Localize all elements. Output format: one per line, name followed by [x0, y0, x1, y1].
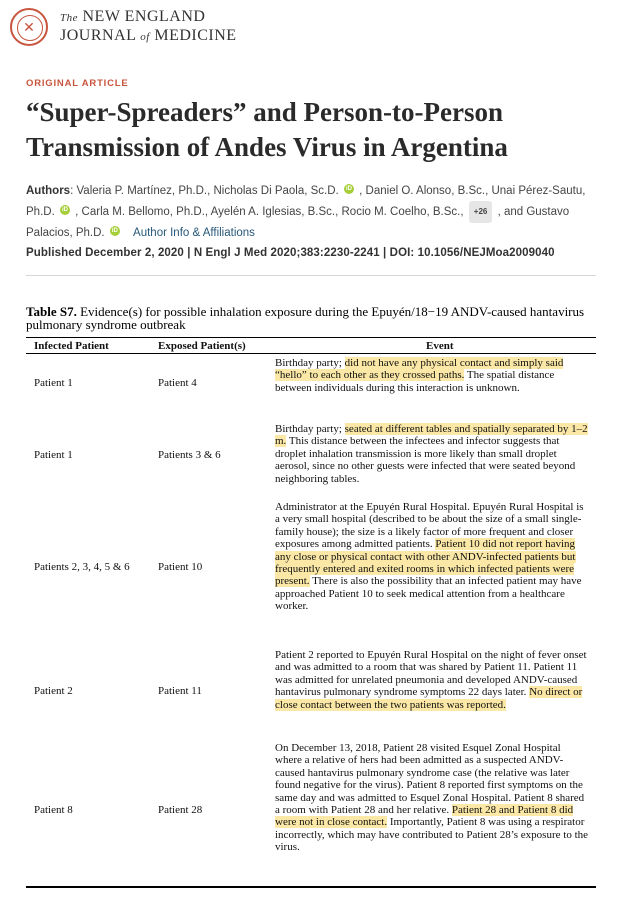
table-header-row — [26, 340, 596, 353]
event-cell — [275, 501, 590, 613]
journal-name-prefix: The — [60, 12, 78, 24]
infected-cell: Patient 8 — [34, 804, 73, 816]
event-text: On December 13, 2018, Patient 28 visited Esquel Zonal Hospital where a relative of hers had been admitted as a suspected ANDV-caused hantavirus pulmonary syndrome case (the relative was later found negative for the virus). Patient 8 reported first symptoms on the same day and was admitted to Esquel Zonal Hospital. Patient 8 shared a room with Patient 28 and her relative. — [275, 742, 585, 817]
exposed-cell: Patient 28 — [158, 804, 203, 816]
table-rule — [26, 353, 596, 354]
nejm-seal-logo — [10, 8, 48, 46]
author-info-affiliations-link[interactable]: Author Info & Affiliations — [133, 227, 255, 239]
highlighted-text: Patient 28 and Patient 8 did were not in close contact. — [275, 804, 574, 829]
infected-cell: Patients 2, 3, 4, 5 & 6 — [34, 561, 130, 573]
journal-name-of: of — [140, 31, 150, 43]
journal-name-line2b: MEDICINE — [154, 27, 237, 44]
journal-name-line1: NEW ENGLAND — [82, 8, 206, 25]
column-header-infected: Infected Patient — [34, 340, 109, 352]
exposed-cell: Patients 3 & 6 — [158, 449, 221, 461]
orcid-icon[interactable]: iD — [111, 228, 118, 234]
more-authors-button[interactable]: +26 — [469, 201, 493, 223]
exposed-cell: Patient 4 — [158, 377, 197, 389]
table-caption — [26, 305, 596, 331]
orcid-icon[interactable]: iD — [61, 207, 68, 213]
journal-name — [60, 8, 237, 46]
authors-text-2: , Daniel O. Alonso, B.Sc., Unai Pérez-Sautu, Ph.D. — [26, 185, 586, 218]
exposed-cell: Patient 11 — [158, 685, 202, 697]
highlighted-text: seated at different tables and spatially separated by 1–2 m. — [275, 423, 588, 448]
event-cell — [275, 649, 590, 711]
infected-cell: Patient 1 — [34, 377, 73, 389]
authors-text-4: , and Gustavo Palacios, Ph.D. — [26, 206, 570, 239]
event-cell — [275, 423, 590, 485]
column-header-exposed: Exposed Patient(s) — [158, 340, 246, 352]
event-text: Birthday party; — [275, 357, 345, 369]
publication-info: Published December 2, 2020 | N Engl J Med 2020;383:2230-2241 | DOI: 10.1056/NEJMoa2009040 — [26, 247, 555, 259]
authors-label: Authors — [26, 185, 71, 197]
table-caption-label: Table S7. — [26, 304, 77, 319]
authors-text-1: : Valeria P. Martínez, Ph.D., Nicholas Di Paola, Sc.D. — [70, 185, 339, 197]
infected-cell: Patient 1 — [34, 449, 73, 461]
authors-list — [26, 181, 601, 243]
exposed-cell: Patient 10 — [158, 561, 203, 573]
authors-text-3: , Carla M. Bellomo, Ph.D., Ayelén A. Iglesias, B.Sc., Rocio M. Coelho, B.Sc., — [75, 206, 464, 218]
orcid-icon[interactable]: iD — [345, 186, 352, 192]
table-caption-text: Evidence(s) for possible inhalation exposure during the Epuyén/18−19 ANDV-caused hantavirus pulmonary syndrome outbreak — [26, 304, 585, 332]
table-rule — [26, 886, 596, 888]
highlighted-text: Patient 10 did not report having any close or physical contact with other ANDV-infected patients but frequently entered and exited rooms in which infected patients were present. — [275, 538, 576, 588]
journal-masthead[interactable] — [10, 8, 237, 46]
event-text: Birthday party; — [275, 423, 345, 435]
article-title: “Super-Spreaders” and Person-to-Person Transmission of Andes Virus in Argentina — [26, 97, 508, 162]
infected-cell: Patient 2 — [34, 685, 73, 697]
table-rule — [26, 337, 596, 338]
highlighted-text: did not have any physical contact and simply said “hello” to each other as they crossed paths. — [275, 357, 564, 382]
article-type-label: ORIGINAL ARTICLE — [26, 78, 129, 89]
journal-name-line2a: JOURNAL — [60, 27, 136, 44]
event-text: There is also the possibility that an infected patient may have approached Patient 10 to seek medical attention from a healthcare worker. — [275, 575, 582, 613]
event-text: Patient 2 reported to Epuyén Rural Hospital on the night of fever onset and was admitted to a room that was shared by Patient 11. Patient 11 was admitted for unrelated pneumonia and developed ANDV-caused hantavirus pulmonary syndrome symptoms 22 days later. — [275, 649, 587, 699]
event-text: This distance between the infectees and infector suggests that droplet inhalation transmission is more likely than small droplet aerosol, since no other guests were infected that were seated beyond neighboring tables. — [275, 435, 576, 485]
highlighted-text: No direct or close contact between the two patients was reported. — [275, 686, 583, 711]
divider — [26, 275, 596, 276]
event-text: Administrator at the Epuyén Rural Hospital. Epuyén Rural Hospital is a very small hospital (described to be about the size of a small single-family house); the size is a likely factor of more frequent and closer exposures among admitted patients. — [275, 501, 584, 551]
event-text: The spatial distance between individuals during this interaction is unknown. — [275, 369, 555, 394]
column-header-event: Event — [426, 340, 454, 352]
event-cell — [275, 742, 590, 854]
event-text: Importantly, Patient 8 was using a respirator incorrectly, which may have contributed to Patient 28’s exposure to the virus. — [275, 816, 589, 854]
event-cell — [275, 357, 590, 394]
